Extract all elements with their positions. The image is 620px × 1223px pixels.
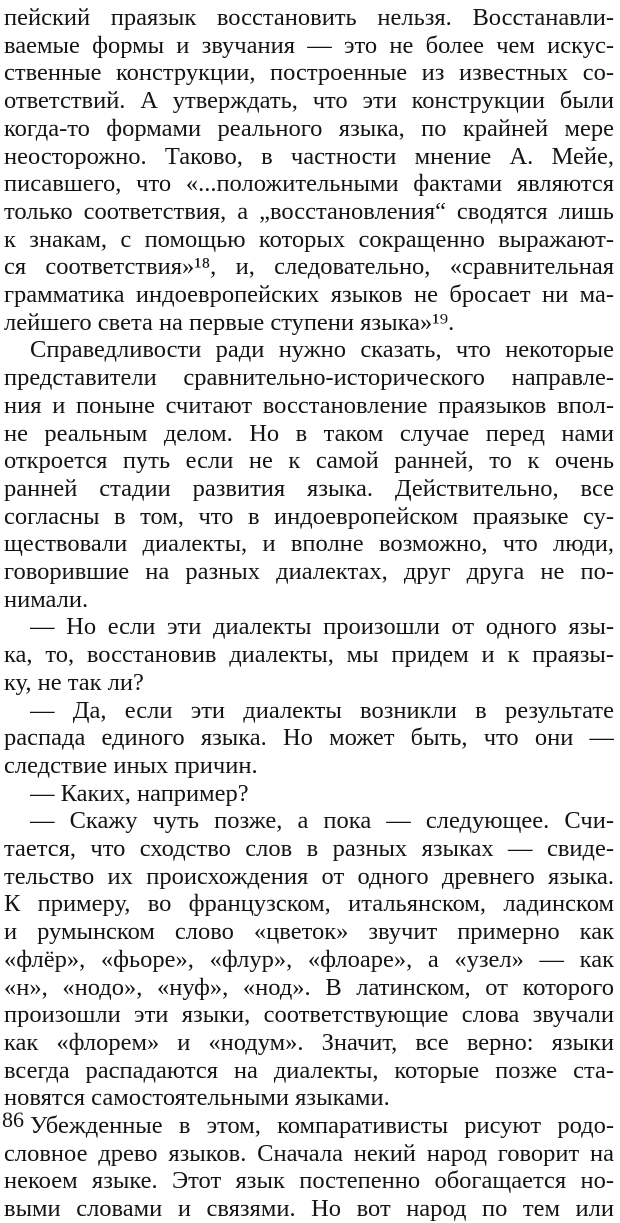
text-line: ответствий. А утверждать, что эти конструкции были <box>4 87 614 115</box>
text-line: — Скажу чуть позже, а пока — следующее. Счи- <box>30 807 614 835</box>
text-line: ка, то, восстановив диалекты, мы придем и к праязы- <box>4 641 614 669</box>
text-line: «флёр», «фьоре», «флур», «флоаре», а «узел» — как <box>4 945 614 973</box>
text-line: нимали. <box>4 585 89 613</box>
text-line: — Каких, например? <box>30 779 249 807</box>
text-line: ваемые формы и звучания — это не более чем искус- <box>4 31 614 59</box>
text-line: согласны в том, что в индоевропейском праязыке су- <box>4 502 614 530</box>
text-line: когда-то формами реального языка, по крайней мере <box>4 114 614 142</box>
text-line: всегда распадаются на диалекты, которые позже ста- <box>4 1056 614 1084</box>
text-line: тельство их происхождения от одного древнего языка. <box>4 862 614 890</box>
text-line: писавшего, что «...положительными фактами являются <box>4 170 614 198</box>
text-line: новятся самостоятельными языками. <box>4 1084 390 1112</box>
text-line: следствие иных причин. <box>4 751 258 779</box>
text-line: не реальным делом. Но в таком случае перед нами <box>4 419 614 447</box>
text-line: ся соответствия»¹⁸, и, следовательно, «сравнительная <box>4 253 614 281</box>
text-line: ку, не так ли? <box>4 668 144 696</box>
text-line: распада единого языка. Но может быть, что они — <box>4 724 614 752</box>
text-line: откроется путь если не к самой ранней, то к очень <box>4 447 614 475</box>
text-line: ществовали диалекты, и вполне возможно, что люди, <box>4 530 614 558</box>
text-line: пейский праязык восстановить нельзя. Восстанавли- <box>4 4 614 31</box>
text-line: лейшего света на первые ступени языка»¹⁹. <box>4 308 455 336</box>
page-number: 86 <box>2 1107 24 1132</box>
text-line: ранней стадии развития языка. Действительно, все <box>4 474 614 502</box>
text-line: выми словами и связями. Но вот народ по тем или <box>4 1195 614 1223</box>
text-line: неосторожно. Таково, в частности мнение А. Мейе, <box>4 142 614 170</box>
text-line: — Да, если эти диалекты возникли в результате <box>30 696 614 724</box>
text-line: говорившие на разных диалектах, друг друга не по- <box>4 558 614 585</box>
text-line: тается, что сходство слов в разных языках — свиде- <box>4 835 614 862</box>
text-line: ния и поныне считают восстановление праязыков впол- <box>4 391 614 419</box>
text-line: некоем языке. Этот язык постепенно обогащается но- <box>4 1167 614 1195</box>
text-line: и румынском слово «цветок» звучит примерно как <box>4 918 614 946</box>
text-line: словное древо языков. Сначала некий народ говорит на <box>4 1139 614 1167</box>
text-line: Справедливости ради нужно сказать, что некоторые <box>30 336 614 364</box>
text-line: только соответствия, а „восстановления“ сводятся лишь <box>4 197 614 225</box>
text-line: ственные конструкции, построенные из известных со- <box>4 59 614 87</box>
text-line: К примеру, во французском, итальянском, ладинском <box>4 890 614 918</box>
text-line: к знакам, с помощью которых сокращенно выражают- <box>4 225 614 253</box>
text-line: грамматика индоевропейских языков не бросает ни ма- <box>4 281 614 308</box>
text-line: — Но если эти диалекты произошли от одного язы- <box>30 613 614 641</box>
text-line: произошли эти языки, соответствующие слова звучали <box>4 1001 614 1029</box>
text-line: Убежденные в этом, компаративисты рисуют родо- <box>30 1112 614 1139</box>
text-line: представители сравнительно-исторического направле- <box>4 364 614 392</box>
text-line: как «флорем» и «нодум». Значит, все верно: языки <box>4 1028 614 1056</box>
text-line: «н», «нодо», «нуф», «нод». В латинском, от которого <box>4 973 614 1001</box>
